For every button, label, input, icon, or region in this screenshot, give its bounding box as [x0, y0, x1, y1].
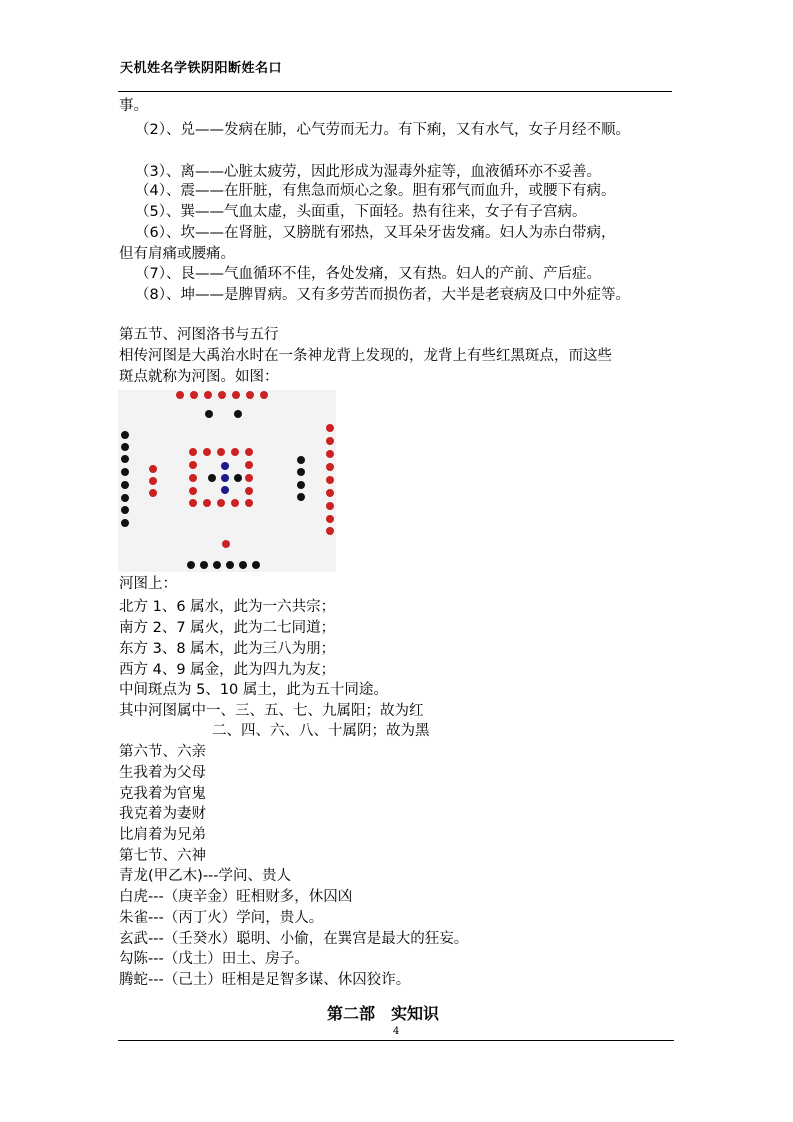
text-line: （8）、坤——是脾胃病。又有多劳苦而损伤者，大半是老衰病及口中外症等。 [135, 287, 630, 303]
text-line: 生我着为父母 [119, 765, 206, 781]
text-line: 白虎---（庚辛金）旺相财多，休囚凶 [119, 889, 353, 905]
page-number: 4 [393, 1026, 400, 1037]
text-line: 南方 2、7 属火，此为二七同道； [119, 620, 336, 636]
text-line: 玄武---（壬癸水）聪明、小偷，在巽宫是最大的狂妄。 [119, 931, 469, 947]
hetu-diagram [118, 390, 336, 572]
text-line: 朱雀---（丙丁火）学问，贵人。 [119, 910, 324, 926]
header-divider [118, 91, 672, 92]
section-heading: 第五节、河图洛书与五行 [119, 327, 279, 343]
text-line: （6）、坎——在肾脏，又膀胱有邪热，又耳朵牙齿发痛。妇人为赤白带病， [135, 225, 616, 241]
text-line: 其中河图属中一、三、五、七、九属阳；故为红 [119, 703, 424, 719]
text-line: 东方 3、8 属木，此为三八为朋； [119, 641, 336, 657]
section-heading: 第六节、六亲 [119, 744, 206, 760]
text-line: 事。 [119, 98, 148, 114]
text-line: （2）、兑——发病在肺，心气劳而无力。有下痢，又有水气，女子月经不顺。 [135, 122, 630, 138]
text-line: 河图上： [119, 576, 177, 592]
header-title: 天机姓名学铁阴阳断姓名口 [120, 61, 283, 76]
text-line: 腾蛇---（己土）旺相是足智多谋、休囚狡诈。 [119, 972, 411, 988]
text-line: 但有肩痛或腰痛。 [119, 246, 235, 262]
hetu-dots [118, 390, 336, 572]
text-line: 相传河图是大禹治水时在一条神龙背上发现的，龙背上有些红黑斑点，而这些 [119, 348, 612, 364]
footer-divider [118, 1040, 674, 1041]
text-line: 克我着为官鬼 [119, 786, 206, 802]
text-line: 北方 1、6 属水，此为一六共宗； [119, 599, 336, 615]
text-line: 我克着为妻财 [119, 806, 206, 822]
text-line: 中间斑点为 5、10 属土，此为五十同途。 [119, 682, 388, 698]
text-line: 比肩着为兄弟 [119, 827, 206, 843]
text-line: （4）、震——在肝脏，有焦急而烦心之象。胆有邪气而血升，或腰下有病。 [135, 183, 616, 199]
text-line: 斑点就称为河图。如图： [119, 369, 279, 385]
text-line: （5）、巽——气血太虚，头面重，下面轻。热有往来，女子有子宫病。 [135, 204, 587, 220]
text-line: 勾陈---（戊土）田土、房子。 [119, 951, 309, 967]
text-line: 青龙(甲乙木)---学问、贵人 [119, 868, 292, 884]
part-title: 第二部 实知识 [327, 1004, 440, 1023]
text-line: （3）、离——心脏太疲劳，因此形成为湿毒外症等，血液循环亦不妥善。 [135, 164, 601, 180]
text-line: 西方 4、9 属金，此为四九为友； [119, 662, 336, 678]
text-line: （7）、艮——气血循环不佳，各处发痛，又有热。妇人的产前、产后症。 [135, 266, 601, 282]
text-line: 二、四、六、八、十属阴；故为黑 [212, 723, 430, 739]
section-heading: 第七节、六神 [119, 848, 206, 864]
